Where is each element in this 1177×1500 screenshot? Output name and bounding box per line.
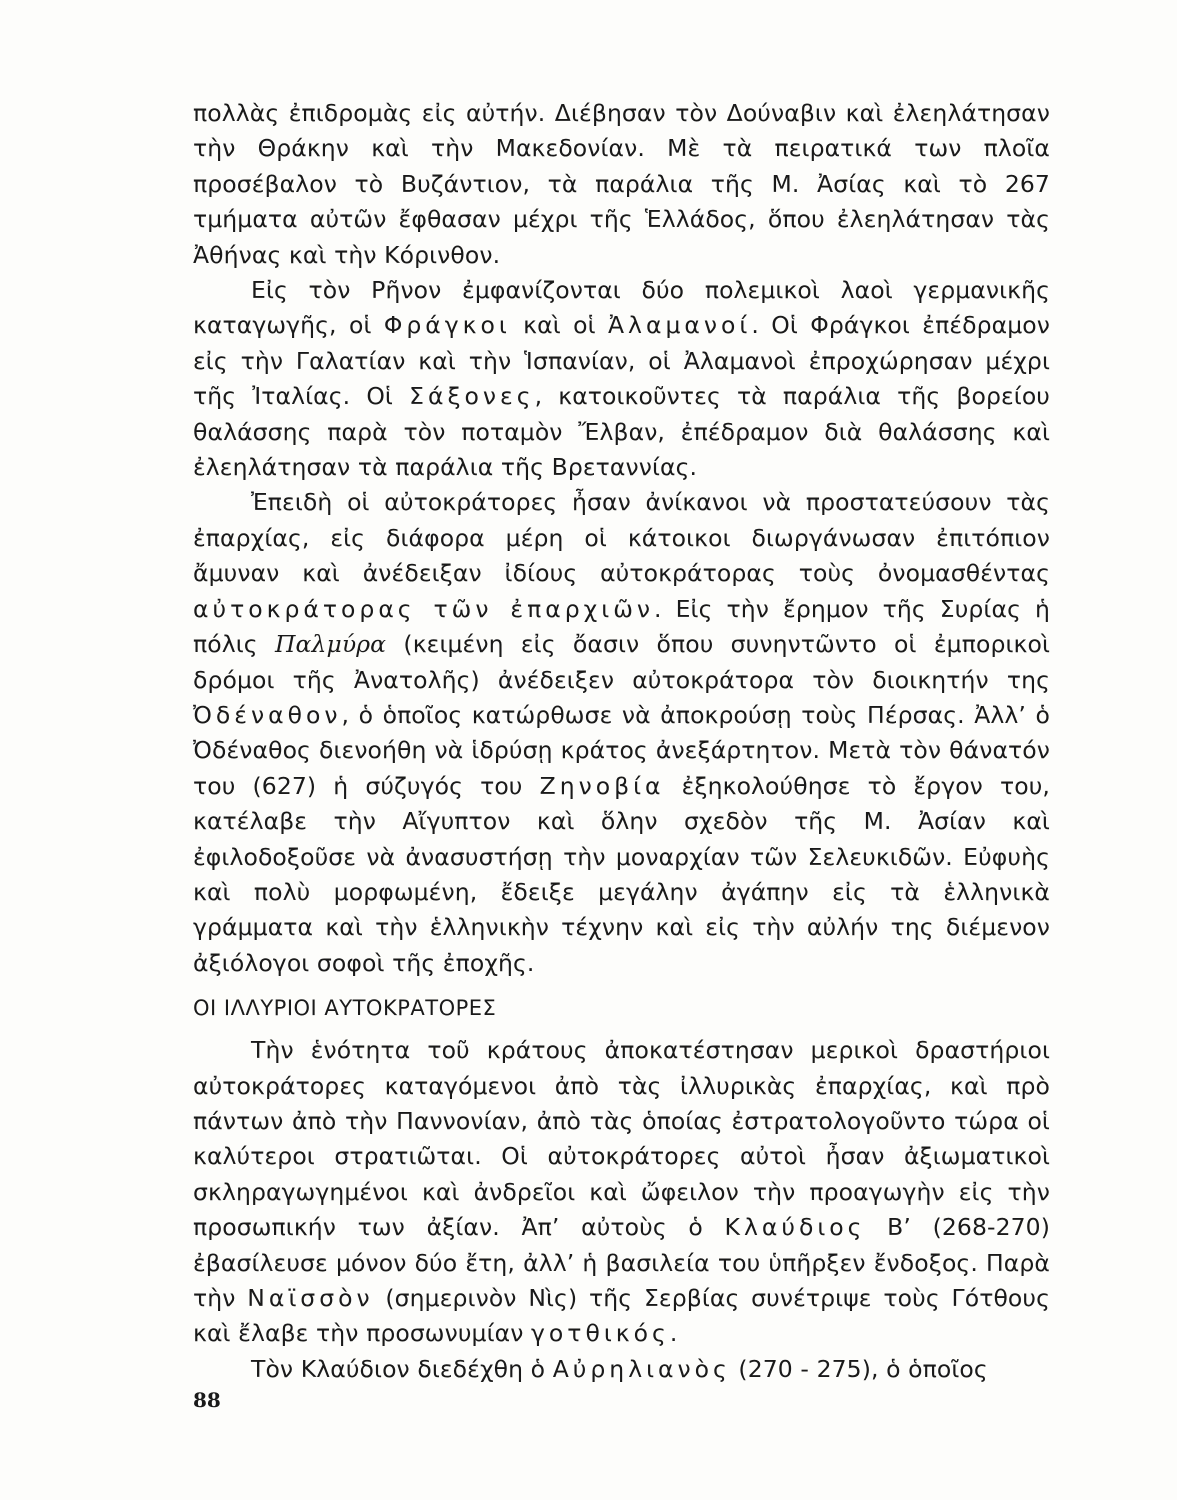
term-alamanni: Ἀλαμανοί: [607, 311, 752, 340]
term-naissus: Ναϊσσὸν: [247, 1284, 374, 1312]
term-palmyra: Παλμύρα: [274, 630, 387, 659]
text-run: , ὁ ὁποῖος κατώρθωσε νὰ ἀποκρούσῃ τοὺς Πέρσας. Ἀλλ’ ὁ Ὀδέναθος διενοήθη νὰ ἱδρύσῃ κράτος ἀνεξάρτητον. Μετὰ τὸν θάνατόν του (627) ἡ σύζυγός του: [193, 700, 1050, 800]
paragraph-goths: πολλὰς ἐπιδρομὰς εἰς αὐτήν. Διέβησαν τὸν Δούναβιν καὶ ἐλεηλάτησαν τὴν Θράκην καὶ τὴν Μακεδονίαν. Μὲ τὰ πειρατικά των πλοῖα προσέβαλον τὸ Βυζάντιον, τὰ παράλια τῆς Μ. Ἀσίας καὶ τὸ 267 τμήματα αὐτῶν ἔφθασαν μέχρι τῆς Ἑλλάδος, ὅπου ἐλεηλάτησαν τὰς Ἀθήνας καὶ τὴν Κόρινθον.: [193, 99, 1050, 269]
text-run: (270 - 275), ὁ ὁποῖος: [730, 1354, 988, 1383]
text-run: ἐξηκολούθησε τὸ ἔργον του, κατέλαβε τὴν Αἴγυπτον καὶ ὅλην σχεδὸν τῆς Μ. Ἀσίαν καὶ ἐφιλοδοξοῦσε νὰ ἀνασυστήσῃ τὴν μοναρχίαν τῶν Σελευκιδῶν. Εὐφυὴς καὶ πολὺ μορφωμένη, ἔδειξε μεγάλην ἀγάπην εἰς τὰ ἑλληνικὰ γράμματα καὶ τὴν ἑλληνικὴν τέχνην καὶ εἰς τὴν αὐλήν της διέμενον ἀξιόλογοι σοφοὶ τῆς ἐποχῆς.: [193, 771, 1050, 977]
term-claudius: Κλαύδιος: [724, 1213, 866, 1242]
paragraph-illyrian-emperors: [193, 1033, 1050, 1352]
text-run: (σημερινὸν Νὶς) τῆς Σερβίας συνέτριψε τοὺς Γότθους καὶ ἔλαβε τὴν προσωνυμίαν: [193, 1284, 1050, 1348]
text-run: (κειμένη εἰς ὄασιν ὅπου συνηντῶντο οἱ ἐμπορικοὶ δρόμοι τῆς Ἀνατολῆς) ἀνέδειξεν αὐτοκράτορα τὸν διοικητήν της: [193, 630, 1050, 694]
text-run: . Εἰς τὴν ἔρημον τῆς Συρίας ἡ πόλις: [193, 594, 1050, 659]
term-odaenathus: Ὀδέναθον: [193, 700, 342, 729]
text-run: Β’ (268-270) ἐβασίλευσε μόνον δύο ἔτη, ἀλλ’ ἡ βασιλεία του ὑπῆρξεν ἔνδοξος. Παρὰ τὴν: [193, 1213, 1050, 1312]
text-run: .: [669, 1319, 678, 1348]
term-saxons: Σάξονες: [409, 382, 535, 411]
term-gothicus: γοτθικός: [531, 1319, 670, 1348]
text-run: Τὴν ἑνότητα τοῦ κράτους ἀποκατέστησαν μερικοὶ δραστήριοι αὐτοκράτορες καταγόμενοι ἀπὸ τὰς ἰλλυρικὰς ἐπαρχίας, καὶ πρὸ πάντων ἀπὸ τὴν Παννονίαν, ἀπὸ τὰς ὁποίας ἐστρατολογοῦντο τώρα οἱ καλύτεροι στρατιῶται. Οἱ αὐτοκράτορες αὐτοὶ ἦσαν ἀξιωματικοὶ σκληραγωγημένοι καὶ ἀνδρεῖοι καὶ ὤφειλον τὴν προαγωγὴν εἰς τὴν προσωπικήν των ἀξίαν. Ἀπ’ αὐτοὺς ὁ: [193, 1036, 1050, 1242]
page-number: 88: [193, 1388, 221, 1412]
paragraph-aurelian: [193, 1352, 1050, 1387]
term-provincial-emperors: αὐτοκράτορας τῶν ἐπαρχιῶν: [193, 594, 654, 623]
text-run: Ἐπειδὴ οἱ αὐτοκράτορες ἦσαν ἀνίκανοι νὰ προστατεύσουν τὰς ἐπαρχίας, εἰς διάφορα μέρη οἱ κάτοικοι διωργάνωσαν ἐπιτόπιον ἄμυναν καὶ ἀνέδειξαν ἰδίους αὐτοκράτορας τοὺς ὀνομασθέντας: [193, 488, 1050, 588]
text-run: . Οἱ Φράγκοι ἐπέδραμον εἰς τὴν Γαλατίαν καὶ τὴν Ἱσπανίαν, οἱ Ἀλαμανοὶ ἐπροχώρησαν μέχρι τῆς Ἰταλίας. Οἱ: [193, 311, 1050, 411]
page-body: [193, 96, 1050, 1387]
term-aurelian: Αὐρηλιανὸς: [552, 1354, 731, 1383]
text-run: , κατοικοῦντες τὰ παράλια τῆς βορείου θαλάσσης παρὰ τὸν ποταμὸν Ἔλβαν, ἐπέδραμον διὰ θαλάσσης καὶ ἐλεηλάτησαν τὰ παράλια τῆς Βρεταννίας.: [193, 382, 1050, 482]
text-run: Τὸν Κλαύδιον διεδέχθη ὁ: [251, 1354, 553, 1383]
paragraph-palmyra: [193, 485, 1050, 981]
term-franks: Φράγκοι: [383, 311, 511, 340]
section-heading: ΟΙ ΙΛΛΥΡΙΟΙ ΑΥΤΟΚΡΑΤΟΡΕΣ: [193, 996, 497, 1021]
text-run: καὶ οἱ: [510, 311, 608, 340]
text-run: Εἰς τὸν Ρῆνον ἐμφανίζονται δύο πολεμικοὶ λαοὶ γερμανικῆς καταγωγῆς, οἱ: [193, 276, 1050, 340]
term-zenobia: Ζηνοβία: [539, 771, 665, 800]
paragraph-franks-alamanni: [193, 273, 1050, 485]
